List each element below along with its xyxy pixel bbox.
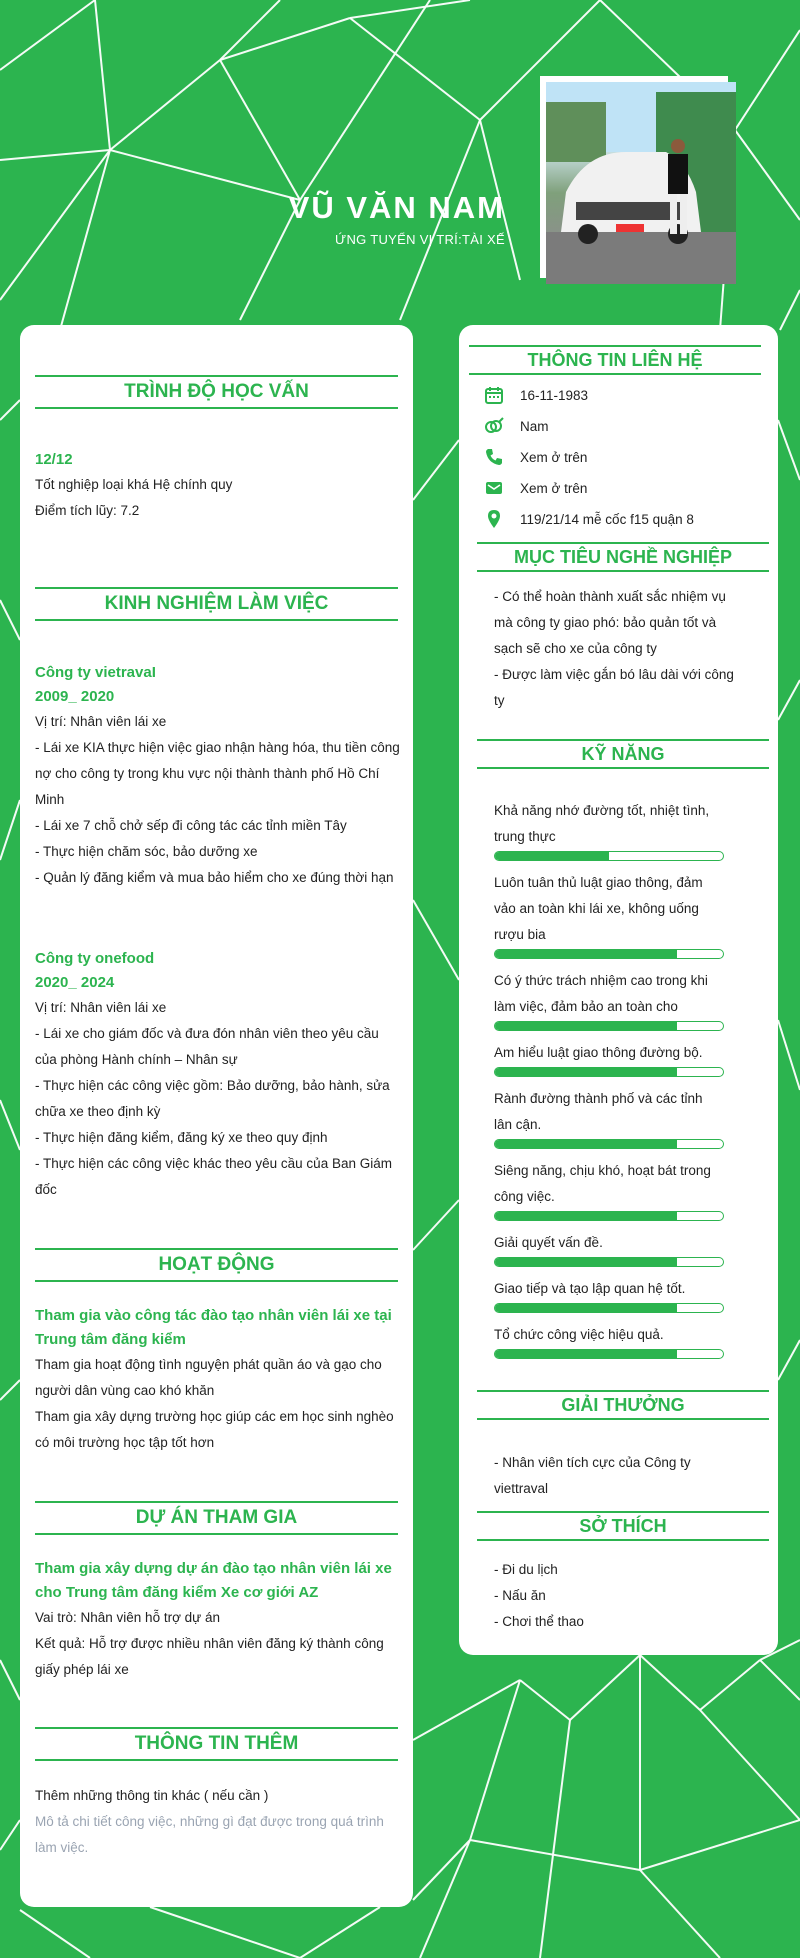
- extra-info-hint: Mô tả chi tiết công việc, những gì đạt được trong quá trình làm việc.: [35, 1814, 384, 1855]
- skill-bar: [494, 949, 724, 959]
- job-company: Công ty vietravaI: [35, 664, 156, 681]
- job-line: - Lái xe 7 chỗ chở sếp đi công tác các tỉnh miền Tây: [35, 818, 347, 833]
- skill-item: [494, 968, 724, 1031]
- gender-value: Nam: [520, 418, 549, 434]
- job-line: - Quản lý đăng kiểm và mua bảo hiểm cho xe đúng thời hạn: [35, 870, 394, 885]
- location-pin-icon: [483, 508, 505, 530]
- skill-bar-fill: [495, 1022, 677, 1030]
- skill-item: [494, 1040, 724, 1077]
- activities-section: [35, 1304, 400, 1456]
- activities-title: HOẠT ĐỘNG: [35, 1248, 398, 1282]
- skill-label: Giao tiếp và tạo lập quan hệ tốt.: [494, 1281, 686, 1296]
- calendar-icon: [483, 384, 505, 406]
- job-period: 2020_ 2024: [35, 974, 115, 991]
- activities-line: Tham gia hoạt động tình nguyện phát quần áo và gạo cho người dân vùng cao khó khăn: [35, 1357, 382, 1398]
- objective-line: - Có thể hoàn thành xuất sắc nhiệm vụ mà công ty giao phó: bảo quản tốt và sạch sẽ cho xe của công ty: [494, 589, 726, 656]
- award-line: - Nhân viên tích cực của Công ty viettraval: [494, 1455, 691, 1496]
- skill-item: [494, 1322, 724, 1359]
- hobby-item: - Nấu ăn: [494, 1588, 546, 1603]
- phone-value: Xem ở trên: [520, 449, 588, 465]
- awards-section: [494, 1450, 734, 1502]
- skill-item: [494, 1158, 724, 1221]
- job-2: [35, 947, 400, 1203]
- skill-bar-fill: [495, 1304, 677, 1312]
- skill-bar-fill: [495, 1258, 677, 1266]
- hobbies-section: [494, 1557, 734, 1635]
- experience-title: KINH NGHIỆM LÀM VIỆC: [35, 587, 398, 621]
- candidate-name: VŨ VĂN NAM: [288, 190, 505, 225]
- skill-bar: [494, 1021, 724, 1031]
- projects-line: Vai trò: Nhân viên hỗ trợ dự án: [35, 1610, 220, 1625]
- hobby-item: - Đi du lịch: [494, 1562, 558, 1577]
- skill-bar: [494, 851, 724, 861]
- objective-title: MỤC TIÊU NGHỀ NGHIỆP: [477, 542, 769, 572]
- skill-bar-fill: [495, 1212, 677, 1220]
- extra-info-line: Thêm những thông tin khác ( nếu cần ): [35, 1788, 269, 1803]
- skill-bar-fill: [495, 950, 677, 958]
- job-line: Vị trí: Nhân viên lái xe: [35, 714, 167, 729]
- skill-bar: [494, 1257, 724, 1267]
- job-line: Vị trí: Nhân viên lái xe: [35, 1000, 167, 1015]
- education-title: TRÌNH ĐỘ HỌC VẤN: [35, 375, 398, 409]
- objective-section: [494, 584, 734, 714]
- skill-label: Siêng năng, chịu khó, hoạt bát trong công việc.: [494, 1163, 711, 1204]
- skill-bar-fill: [495, 1140, 677, 1148]
- skill-label: Luôn tuân thủ luật giao thông, đảm vảo an toàn khi lái xe, không uống rượu bia: [494, 875, 703, 942]
- contact-phone: [483, 445, 587, 469]
- contact-address: [483, 507, 694, 531]
- skill-label: Tổ chức công việc hiệu quả.: [494, 1327, 664, 1342]
- email-icon: [483, 477, 505, 499]
- profile-photo-frame: [540, 76, 728, 278]
- skill-bar: [494, 1067, 724, 1077]
- skill-item: [494, 870, 724, 959]
- job-line: - Lái xe KIA thực hiện việc giao nhận hàng hóa, thu tiền công nợ cho công ty trong khu vực nội thành thành phố Hồ Chí Minh: [35, 740, 400, 807]
- skill-bar-fill: [495, 852, 609, 860]
- contact-email: [483, 476, 587, 500]
- awards-title: GIẢI THƯỞNG: [477, 1390, 769, 1420]
- job-1: [35, 661, 400, 891]
- job-line: - Thực hiện đăng kiểm, đăng ký xe theo quy định: [35, 1130, 328, 1145]
- contact-birthday: [483, 383, 588, 407]
- job-company: Công ty onefood: [35, 950, 155, 967]
- skill-label: Khả năng nhớ đường tốt, nhiệt tình, trung thực: [494, 803, 710, 844]
- extra-info-section: [35, 1783, 400, 1861]
- job-line: - Lái xe cho giám đốc và đưa đón nhân viên theo yêu cầu của phòng Hành chính – Nhân sự: [35, 1026, 379, 1067]
- candidate-role: ỨNG TUYỂN VỊ TRÍ:TÀI XẾ: [335, 232, 505, 247]
- education-section: [35, 448, 400, 524]
- job-line: - Thực hiện chăm sóc, bảo dưỡng xe: [35, 844, 258, 859]
- email-value: Xem ở trên: [520, 480, 588, 496]
- projects-title: DỰ ÁN THAM GIA: [35, 1501, 398, 1535]
- job-line: - Thực hiện các công việc gồm: Bảo dưỡng, bảo hành, sửa chữa xe theo định kỳ: [35, 1078, 390, 1119]
- hobbies-title: SỞ THÍCH: [477, 1511, 769, 1541]
- phone-icon: [483, 446, 505, 468]
- skill-bar-fill: [495, 1068, 677, 1076]
- skill-bar: [494, 1211, 724, 1221]
- skill-item: [494, 1230, 724, 1267]
- skill-label: Am hiểu luật giao thông đường bộ.: [494, 1045, 703, 1060]
- skill-bar: [494, 1303, 724, 1313]
- education-period: 12/12: [35, 451, 73, 468]
- projects-line: Kết quả: Hỗ trợ được nhiều nhân viên đăng ký thành công giấy phép lái xe: [35, 1636, 384, 1677]
- profile-photo: [546, 82, 736, 284]
- education-line: Điểm tích lũy: 7.2: [35, 503, 140, 518]
- skill-bar: [494, 1349, 724, 1359]
- contact-gender: [483, 414, 549, 438]
- activities-head: Tham gia vào công tác đào tạo nhân viên lái xe tại Trung tâm đăng kiểm: [35, 1307, 392, 1348]
- skill-item: [494, 1276, 724, 1313]
- skill-bar: [494, 1139, 724, 1149]
- left-column-card: [20, 325, 413, 1907]
- contact-title: THÔNG TIN LIÊN HỆ: [469, 345, 761, 375]
- education-line: Tốt nghiệp loại khá Hệ chính quy: [35, 477, 233, 492]
- job-period: 2009_ 2020: [35, 688, 115, 705]
- skill-bar-fill: [495, 1350, 677, 1358]
- job-line: - Thực hiện các công việc khác theo yêu cầu của Ban Giám đốc: [35, 1156, 392, 1197]
- header-block: [289, 190, 505, 247]
- projects-section: [35, 1557, 400, 1683]
- skill-label: Có ý thức trách nhiệm cao trong khi làm việc, đảm bảo an toàn cho: [494, 973, 708, 1014]
- projects-head: Tham gia xây dựng dự án đào tạo nhân viên lái xe cho Trung tâm đăng kiểm Xe cơ giới AZ: [35, 1560, 392, 1601]
- extra-info-title: THÔNG TIN THÊM: [35, 1727, 398, 1761]
- skill-label: Giải quyết vấn đề.: [494, 1235, 603, 1250]
- address-value: 119/21/14 mễ cốc f15 quận 8: [520, 511, 694, 527]
- hobby-item: - Chơi thể thao: [494, 1614, 584, 1629]
- skill-item: [494, 798, 724, 861]
- skill-label: Rành đường thành phố và các tỉnh lân cận.: [494, 1091, 703, 1132]
- gender-icon: [483, 415, 505, 437]
- activities-line: Tham gia xây dựng trường học giúp các em học sinh nghèo có môi trường học tập tốt hơn: [35, 1409, 394, 1450]
- right-column-card: [459, 325, 778, 1655]
- skills-title: KỸ NĂNG: [477, 739, 769, 769]
- skill-item: [494, 1086, 724, 1149]
- objective-line: - Được làm việc gắn bó lâu dài với công ty: [494, 667, 734, 708]
- birthday-value: 16-11-1983: [520, 387, 589, 403]
